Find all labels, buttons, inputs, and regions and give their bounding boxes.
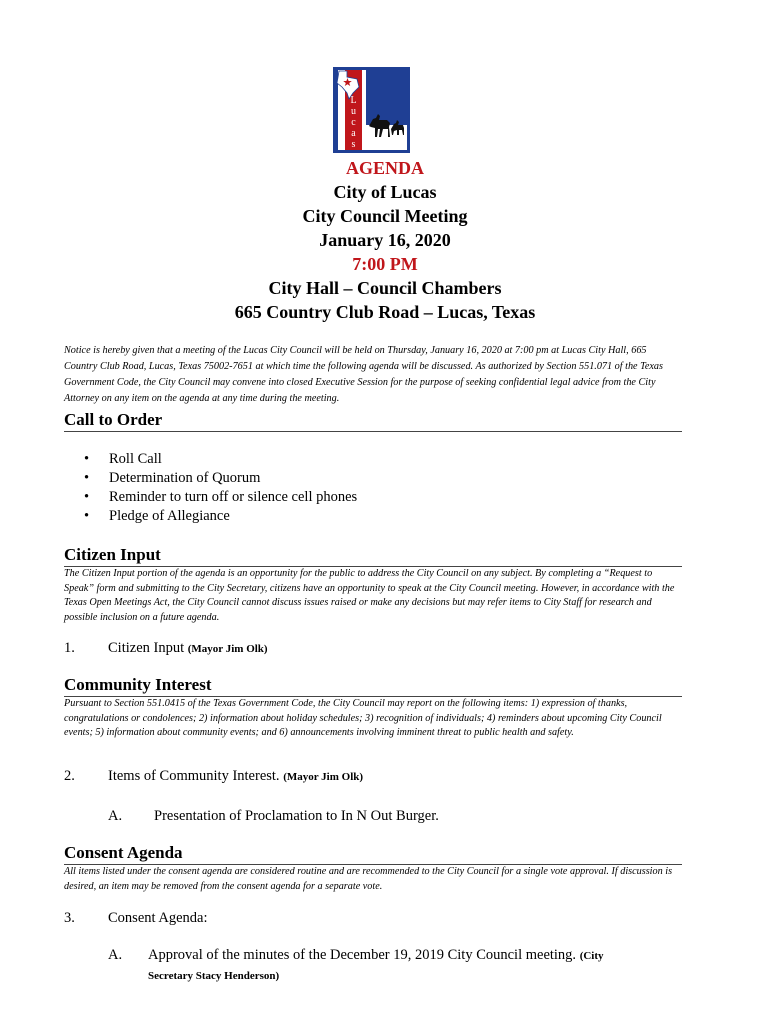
meeting-name: City Council Meeting [302, 206, 468, 226]
list-item: • Determination of Quorum [84, 469, 357, 488]
agenda-item-consent: Consent Agenda: [108, 910, 208, 926]
community-interest-heading: Community Interest [64, 675, 682, 697]
item-text: Items of Community Interest. [108, 768, 284, 784]
citizen-input-heading: Citizen Input [64, 545, 682, 567]
agenda-item-community-interest [108, 767, 363, 787]
sub-item-letter: A. [108, 947, 123, 963]
logo-letter-3: c [351, 117, 356, 128]
item-number: 3. [64, 910, 75, 926]
item-presenter: (City Secretary Stacy Henderson) [148, 950, 604, 982]
meeting-notice: Notice is hereby given that a meeting of the Lucas City Council will be held on Thursday, January 16, 2020 at 7:00 pm at Lucas City Hall, 665 Country Club Road, Lucas, Texas 75002-7651 at which time the following agenda will be discussed. As authorized by Section 551.071 of the Texas Government Code, the City Council may convene into closed Executive Session for the purpose of seeking confidential legal advice from the City Attorney on any item on the agenda at any time during the meeting. [64, 345, 663, 404]
logo-letter-1: L [350, 95, 357, 106]
item-presenter: (Mayor Jim Olk) [187, 643, 268, 655]
item-number: 1. [64, 640, 75, 656]
sub-item-proclamation: Presentation of Proclamation to In N Out Burger. [154, 808, 439, 824]
logo-letter-5: s [351, 139, 356, 150]
consent-agenda-heading: Consent Agenda [64, 843, 682, 865]
sub-item-letter: A. [108, 808, 123, 824]
sub-item-minutes [148, 946, 648, 986]
meeting-time: 7:00 PM [352, 254, 418, 274]
call-to-order-heading: Call to Order [64, 410, 682, 432]
meeting-venue: City Hall – Council Chambers [268, 278, 502, 298]
list-item: • Roll Call [84, 450, 357, 469]
consent-agenda-description: All items listed under the consent agenda are considered routine and are recommended to the City Council for a single vote approval. If discussion is desired, an item may be removed from the consent agenda for a separate vote. [64, 866, 673, 892]
item-text: Approval of the minutes of the December 19, 2019 City Council meeting. [148, 947, 580, 963]
community-interest-description: Pursuant to Section 551.0415 of the Texas Government Code, the City Council may report on the following items: 1) expression of thanks, congratulations or condolences; 2) information about holiday schedules; 3) recognition of individuals; 4) reminders about upcoming City Council events; 5) information about community events; and 6) announcements involving imminent threat to public health and safety. [64, 698, 662, 738]
agenda-title: AGENDA [345, 158, 424, 178]
logo-letter-2: u [351, 106, 356, 117]
city-name: City of Lucas [333, 182, 437, 202]
item-presenter: (Mayor Jim Olk) [283, 771, 364, 783]
item-number: 2. [64, 768, 75, 784]
logo-letter-4: a [351, 128, 356, 139]
call-to-order-list [84, 450, 357, 526]
list-item: • Reminder to turn off or silence cell phones [84, 488, 357, 507]
list-item: • Pledge of Allegiance [84, 507, 357, 526]
agenda-header [0, 156, 770, 324]
citizen-input-description: The Citizen Input portion of the agenda is an opportunity for the public to address the City Council on any subject. By completing a “Request to Speak” form and submitting to the City Secretary, citizens have an opportunity to speak at the City Council meeting. However, in accordance with the Texas Open Meetings Act, the City Council cannot discuss issues raised or make any decisions but may refer items to City Staff for research and possible inclusion on a future agenda. [64, 568, 675, 623]
item-text: Citizen Input [108, 640, 188, 656]
agenda-item-citizen-input [108, 639, 268, 659]
meeting-date: January 16, 2020 [319, 230, 451, 250]
city-of-lucas-logo [333, 67, 410, 153]
meeting-address: 665 Country Club Road – Lucas, Texas [234, 302, 536, 322]
